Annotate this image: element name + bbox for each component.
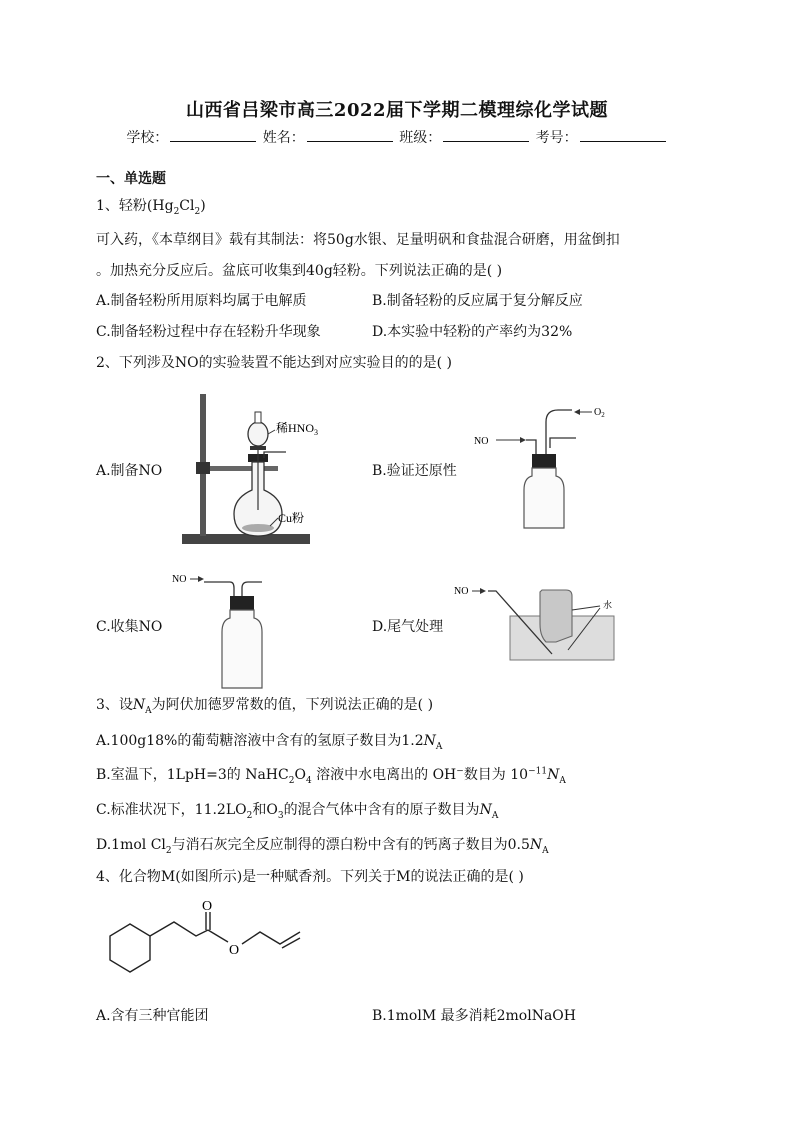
q2-option-c[interactable]: C.收集NO [96, 619, 163, 635]
ester-oxygen: O [229, 943, 240, 958]
q2-option-d[interactable]: D.尾气处理 [372, 619, 444, 635]
dropping-funnel [248, 422, 268, 446]
cu-powder [242, 524, 274, 532]
outlet-tube [550, 438, 576, 448]
gas-bottle-c [222, 610, 262, 688]
name-blank[interactable] [307, 129, 393, 142]
bottle-stopper-c [230, 596, 254, 610]
compound-m-structure [100, 896, 320, 992]
number-label: 考号： [535, 130, 578, 146]
apparatus-b-diagram [470, 398, 640, 532]
no-arrowhead [520, 437, 526, 443]
q1-option-a[interactable]: A.制备轻粉所用原料均属于电解质 [96, 293, 307, 309]
hno3-pointer [268, 430, 275, 434]
apparatus-a-diagram [178, 390, 338, 550]
no-inlet-label-d: NO [454, 586, 469, 597]
q1-title: 1、轻粉$(Hg_2Cl_2)$ [96, 198, 206, 217]
q1-stem-line2: 。加热充分反应后。盆底可收集到40g轻粉。下列说法正确的是( ) [96, 263, 503, 279]
q1-option-d[interactable]: D.本实验中轻粉的产率约为32% [372, 324, 573, 340]
no-inlet-label: NO [474, 436, 489, 447]
class-label: 班级： [399, 130, 442, 146]
q2-option-b[interactable]: B.验证还原性 [372, 463, 457, 479]
q2-stem: 2、下列涉及NO的实验装置不能达到对应实验目的的是( ) [96, 355, 453, 371]
section-heading: 一、单选题 [96, 171, 166, 187]
ester-bond [208, 930, 228, 942]
apparatus-c-diagram [168, 570, 288, 690]
q3-stem: 3、设$N_A$为阿伏加德罗常数的值，下列说法正确的是( ) [96, 697, 434, 716]
q2-option-a[interactable]: A.制备NO [96, 463, 163, 479]
no-arrowhead-d [480, 588, 486, 594]
dilute-hno3-label: 稀$HNO_3$ [276, 421, 318, 437]
q4-option-a[interactable]: A.含有三种官能团 [96, 1008, 209, 1024]
page-title: 山西省吕梁市高三2022届下学期二模理综化学试题 [185, 100, 609, 121]
q3-option-d[interactable]: D.1mol $Cl_2$与消石灰完全反应制得的漂白粉中含有的钙离子数目为$0.5N_A$ [96, 837, 549, 856]
q1-stem-line1: 可入药，《本草纲目》载有其制法：将50g水银、足量明矾和食盐混合研磨，用盆倒扣 [96, 232, 620, 248]
water-label: 水 [603, 600, 613, 610]
water-pointer-1 [572, 606, 600, 610]
o2-arrowhead [574, 409, 580, 415]
bottle-stopper [532, 454, 556, 468]
allyl-double-bond [282, 938, 300, 948]
q1-option-c[interactable]: C.制备轻粉过程中存在轻粉升华现象 [96, 324, 321, 340]
carbonyl-oxygen: O [202, 899, 213, 914]
o2-inlet-label: $O_2$ [594, 407, 605, 419]
q1-formula: $(Hg_2Cl_2)$ [146, 198, 206, 217]
no-inlet-label-c: NO [172, 574, 187, 585]
no-arrowhead-c [198, 576, 204, 582]
number-blank[interactable] [580, 129, 666, 142]
cyclohexane-ring [110, 924, 150, 972]
q4-stem: 4、化合物M(如图所示)是一种赋香剂。下列关于M的说法正确的是( ) [96, 869, 524, 885]
funnel-neck [255, 412, 261, 423]
q3-option-b[interactable]: B.室温下，1LpH=3的 $NaHC_2O_4$ 溶液中水电离出的 OH−数目为 $10^{-11}N_A$ [96, 766, 566, 786]
propyl-chain [150, 922, 208, 936]
q3-option-c[interactable]: C.标准状况下，$11.2LO_2$和$O_3$的混合气体中含有的原子数目为$N_A$ [96, 802, 499, 821]
q3-option-a[interactable]: A.100g18%的葡萄糖溶液中含有的氢原子数目为$1.2N_A$ [96, 733, 443, 752]
inverted-bottle [540, 590, 572, 642]
clamp-boss [196, 462, 210, 474]
school-blank[interactable] [170, 129, 256, 142]
q4-option-b[interactable]: B.1molM 最多消耗2molNaOH [372, 1008, 576, 1024]
cu-powder-label: Cu粉 [278, 511, 305, 525]
name-label: 姓名： [262, 130, 305, 146]
gas-bottle [524, 468, 564, 528]
school-label: 学校： [126, 130, 169, 146]
class-blank[interactable] [443, 129, 529, 142]
student-info-line [0, 127, 794, 147]
q1-option-b[interactable]: B.制备轻粉的反应属于复分解反应 [372, 293, 583, 309]
apparatus-d-diagram [448, 580, 628, 664]
